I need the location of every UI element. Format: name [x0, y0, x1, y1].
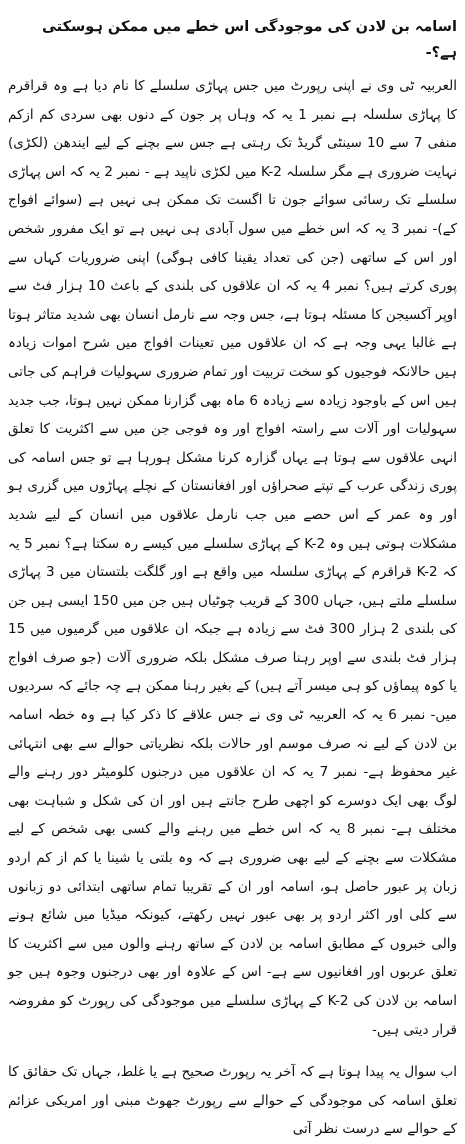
paragraph-gap [8, 1044, 457, 1058]
article-title: اسامہ بن لادن کی موجودگی اس خطے میں ممکن ہوسکتی ہے؟- [42, 19, 457, 61]
article-paragraph: اب سوال یہ پیدا ہوتا ہے کہ آخر یہ رپورٹ صحیح ہے یا غلط، جہاں تک حقائق کا تعلق اسامہ کی موجودگی کے حوالے سے رپورٹ جھوٹ مبنی اور امریکی عزائم کے حوالے سے درست نظر آتی [8, 1064, 457, 1138]
article-paragraph: العربیہ ٹی وی نے اپنی رپورٹ میں جس پہاڑی سلسلے کا نام دیا ہے وہ قراقرم کا پہاڑی سلسلہ ہے نمبر 1 یہ کہ وہاں پر جون کے دنوں بھی سردی کم ازکم منفی 7 سے 10 سینٹی گریڈ تک رہتی ہے جس سے بچنے کے لیے ایندھن (لکڑی) نہایت ضروری ہے مگر سلسلہ K-2 میں لکڑی ناپید ہے - نمبر 2 یہ کہ اس پہاڑی سلسلے تک رسائی سوائے جون تا اگست تک ممکن ہی نہیں ہے (سوائے افواج کے)- نمبر 3 یہ کہ اس خطے میں سول آبادی ہی نہیں ہے تو ایک مفرور شخص اور اس کے ساتھی (جن کی تعداد یقینا کافی ہوگی) اپنی ضروریات کہاں سے پوری کرتے ہیں؟ نمبر 4 یہ کہ ان علاقوں کی بلندی کے باعث 10 ہزار فٹ سے اوپر آکسیجن کا مسئلہ ہوتا ہے، جس وجہ سے نارمل انسان بھی شدید متاثر ہوتا ہے غالبا یہی وجہ ہے کہ ان علاقوں میں تعینات افواج میں شرح اموات زیادہ ہیں حالانکہ فوجیوں کو سخت تربیت اور تمام ضروری سہولیات فراہم کی جاتی ہیں اس کے باوجود زیادہ سے زیادہ 6 ماہ بھی گزارنا ممکن نہیں ہوتا، جب جدید سہولیات اور آلات سے راستہ افواج اور وہ فوجی جن میں سے اکثریت کا تعلق انہی علاقوں سے ہوتا ہے یہاں گزارہ کرنا مشکل ہورہا ہے تو جس اسامہ کی پوری زندگی عرب کے تپتے صحراؤں اور افغانستان کے نچلے پہاڑوں میں گزری ہو اور وہ عمر کے اس حصے میں جب نارمل علاقوں میں انسان کے لیے شدید مشکلات ہوتی ہیں وہ K-2 کے پہاڑی سلسلے میں کیسے رہ سکتا ہے؟ نمبر 5 یہ کہ K-2 قراقرم کے پہاڑی سلسلہ میں واقع ہے اور گلگت بلتستان میں 3 پہاڑی سلسلے ملتے ہیں، جہاں 300 کے قریب چوٹیاں ہیں جن میں 150 ایسی ہیں جن کی بلندی 2 ہزار 300 فٹ سے زیادہ ہے جبکہ ان علاقوں میں گرمیوں میں 15 ہزار فٹ بلندی سے اوپر رہنا صرف مشکل بلکہ ضروری آلات (جو صرف افواج یا کوہ پیماؤں کو ہی میسر آتے ہیں) کے بغیر رہنا ممکن ہے چہ جائے کہ سردیوں میں- نمبر 6 یہ کہ العربیہ ٹی وی نے جس علاقے کا ذکر کیا ہے وہ خطہ اسامہ بن لادن کے لیے نہ صرف موسم اور حالات بلکہ نظریاتی حوالے سے بھی انتہائی غیر محفوظ ہے- نمبر 7 یہ کہ ان علاقوں میں درجنوں کلومیٹر دور رہنے والے لوگ بھی ایک دوسرے کو اچھی طرح جانتے ہیں اور ان کی شکل و شباہت بھی مختلف ہے- نمبر 8 یہ کہ اس خطے میں رہنے والے کسی بھی شخص کے لیے مشکلات سے بچنے کے لیے بھی ضروری ہے کہ وہ بلتی یا شینا یا کم از کم اردو زبان پر عبور حاصل ہو، اسامہ اور ان کے تقریبا تمام ساتھی ابتدائی دو زبانوں سے کلی اور اکثر اردو پر بھی عبور نہیں رکھتے، کیونکہ میڈیا میں شائع ہونے والی خبروں کے مطابق اسامہ بن لادن کے ساتھ رہنے والوں میں سے اکثریت کا تعلق عربوں اور افغانیوں سے ہے- اس کے علاوہ اور بھی درجنوں وجوہ ہیں جو اسامہ بن لادن کی K-2 کے پہاڑی سلسلے میں موجودگی کی رپورٹ کو مفروضہ قرار دیتی ہیں- [7, 78, 458, 1038]
